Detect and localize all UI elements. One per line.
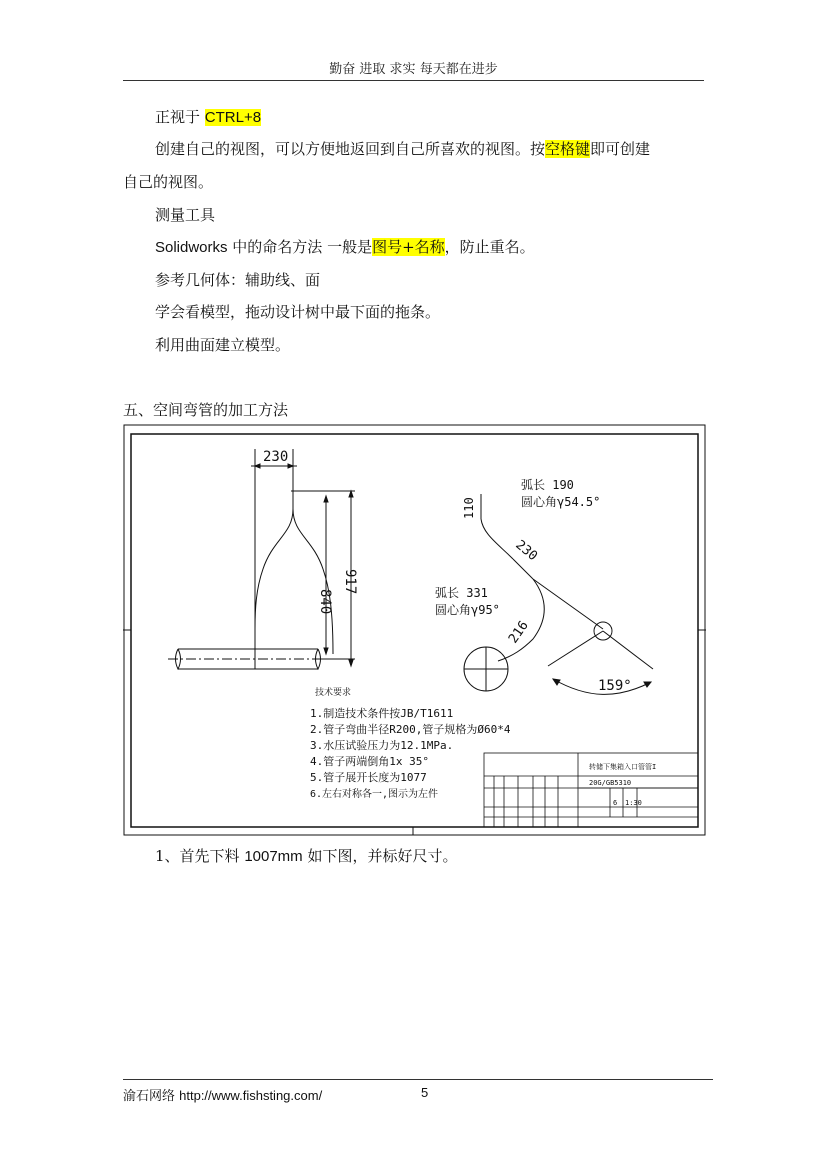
page-number: 5 xyxy=(421,1085,429,1100)
footer-company: 渝石网络 xyxy=(123,1089,180,1104)
tech-note-1: 1.制造技术条件按JB/T1611 xyxy=(310,707,454,720)
paragraph-view-model: 学会看模型，拖动设计树中最下面的拖条。 xyxy=(155,303,441,321)
tech-note-5: 5.管子展开长度为1077 xyxy=(310,771,427,784)
paragraph-custom-view-cont: 自己的视图。 xyxy=(123,173,214,191)
paragraph-front-view xyxy=(155,107,261,128)
naming-highlight: 图号+名称 xyxy=(372,238,445,256)
dim-230-top: 230 xyxy=(263,449,289,465)
header-divider xyxy=(123,80,704,81)
section-heading: 五、空间弯管的加工方法 xyxy=(123,401,289,419)
title-scale: 1:30 xyxy=(625,799,642,807)
arc1-angle: 圆心角γ54.5° xyxy=(521,495,601,509)
title-name: 转储下集箱入口管管I xyxy=(589,763,657,771)
paragraph-custom-view xyxy=(155,139,650,159)
dim-840: 840 xyxy=(317,589,333,615)
dim-917: 917 xyxy=(342,569,358,595)
tech-note-4: 4.管子两端倒角1x 35° xyxy=(310,755,429,768)
paragraph-measure-tool: 测量工具 xyxy=(155,206,216,224)
footer-url[interactable]: http://www.fishsting.com/ xyxy=(179,1088,323,1103)
angle-159: 159° xyxy=(598,678,632,694)
paragraph-reference-geometry: 参考几何体：辅助线、面 xyxy=(155,271,321,289)
pipe-front-view xyxy=(168,449,355,669)
arc1-length: 弧长 190 xyxy=(521,478,574,492)
step1-text-a: 1、首先下料 xyxy=(155,847,245,865)
custom-view-text-b: 即可创建 xyxy=(590,140,651,158)
pipe-bend-view xyxy=(464,494,653,694)
paragraph-step1 xyxy=(155,846,457,867)
dim-110: 110 xyxy=(462,497,476,519)
arc2-angle: 圆心角γ95° xyxy=(435,603,500,617)
tech-note-3: 3.水压试验压力为12.1MPa. xyxy=(310,739,454,752)
naming-text-a: 中的命名方法 一般是 xyxy=(227,238,373,256)
tech-note-6: 6.左右对称各一,图示为左件 xyxy=(310,789,439,800)
dim-216: 216 xyxy=(505,618,532,647)
footer-divider xyxy=(123,1079,713,1080)
paragraph-surface-modeling: 利用曲面建立模型。 xyxy=(155,336,291,354)
pipe-bend-drawing xyxy=(123,424,706,836)
hotkey-ctrl8: CTRL+8 xyxy=(204,109,262,126)
dim-230-diag: 230 xyxy=(512,537,541,565)
step1-length: 1007mm xyxy=(244,848,303,865)
page-header: 勤奋 进取 求实 每天都在进步 xyxy=(329,62,498,77)
arc2-length: 弧长 331 xyxy=(435,586,488,600)
naming-text-b: ，防止重名。 xyxy=(444,238,535,256)
spacebar-highlight: 空格键 xyxy=(545,140,591,158)
tech-note-2: 2.管子弯曲半径R200,管子规格为Ø60*4 xyxy=(310,723,511,736)
step1-text-b: 如下图，并标好尺寸。 xyxy=(302,847,458,865)
front-view-text: 正视于 xyxy=(155,108,205,126)
paragraph-naming xyxy=(155,237,535,258)
title-material: 20G/GB5310 xyxy=(589,779,632,787)
custom-view-text-a: 创建自己的视图，可以方便地返回到自己所喜欢的视图。按 xyxy=(155,140,546,158)
page-footer xyxy=(123,1085,322,1104)
solidworks-word: Solidworks xyxy=(155,239,228,256)
title-qty: 6 xyxy=(613,799,618,807)
tech-title: 技术要求 xyxy=(315,688,352,698)
